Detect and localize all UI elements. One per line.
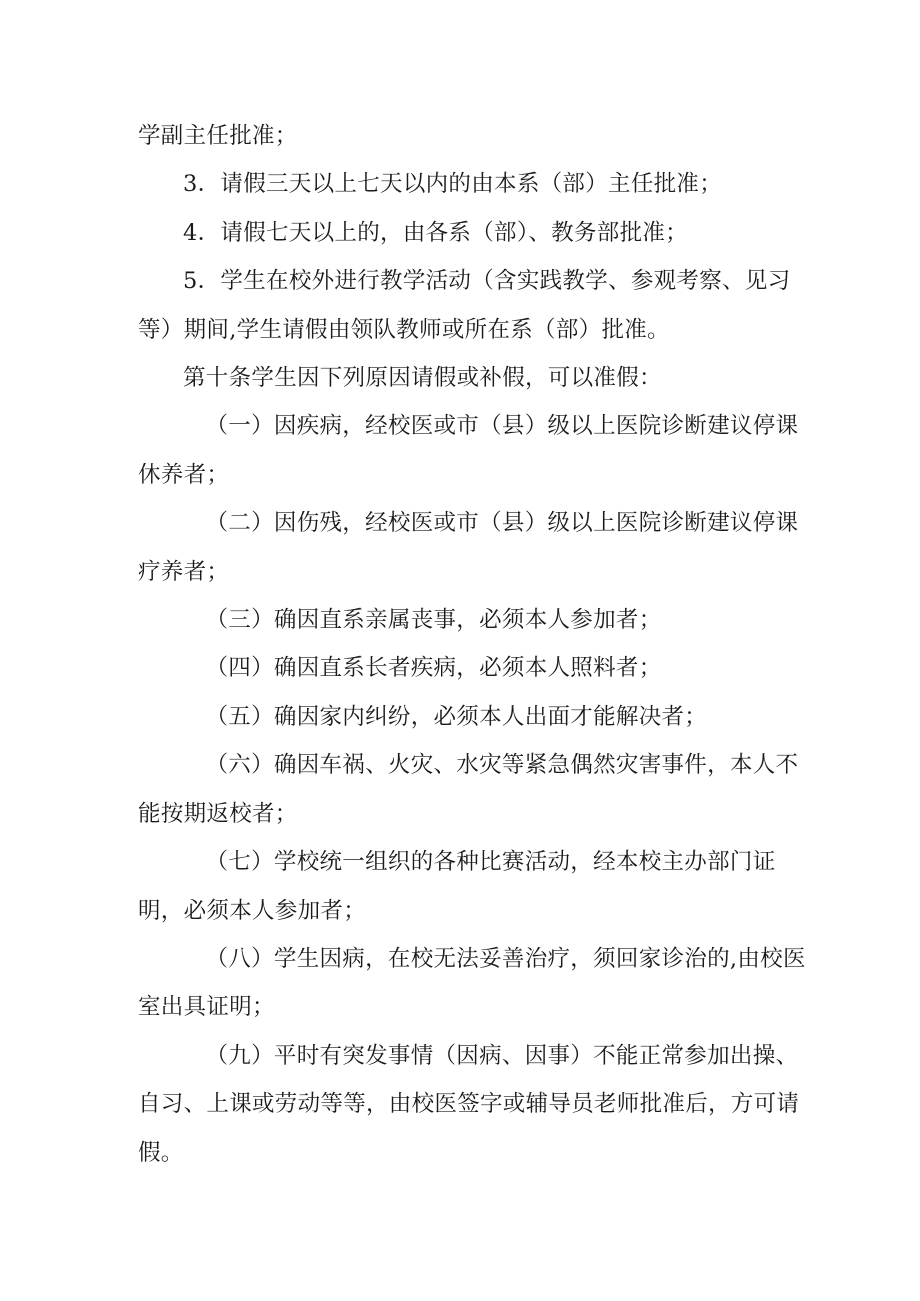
- document-body: [138, 112, 810, 1177]
- paragraph-item-9: （九）平时有突发事情（因病、因事）不能正常参加出操、自习、上课或劳动等等，由校医签字或辅导员老师批准后，方可请假。: [138, 1042, 800, 1166]
- paragraph-item-7: （七）学校统一组织的各种比赛活动，经本校主办部门证明，必须本人参加者；: [138, 849, 776, 924]
- paragraph-item-2: （二）因伤残，经校医或市（县）级以上医院诊断建议停课疗养者；: [138, 510, 799, 585]
- paragraph-item-4: （四）确因直系长者疾病，必须本人照料者；: [205, 655, 662, 682]
- paragraph-approval-continued: 学副主任批准；: [138, 123, 298, 149]
- paragraph-rule-5: 5．学生在校外进行教学活动（含实践教学、参观考察、见习等）期间,学生请假由领队教师或所在系（部）批准。: [138, 268, 791, 343]
- paragraph-article-10: 第十条学生因下列原因请假或补假，可以准假：: [183, 365, 662, 392]
- paragraph-item-3: （三）确因直系亲属丧事，必须本人参加者；: [205, 607, 662, 634]
- paragraph-item-6: （六）确因车祸、火灾、水灾等紧急偶然灾害事件，本人不能按期返校者；: [138, 752, 799, 827]
- paragraph-item-1: （一）因疾病，经校医或市（县）级以上医院诊断建议停课休养者；: [138, 413, 799, 488]
- paragraph-rule-3: 3．请假三天以上七天以内的由本系（部）主任批准；: [183, 171, 723, 198]
- paragraph-item-8: （八）学生因病，在校无法妥善治疗，须回家诊治的,由校医室出具证明；: [138, 945, 806, 1021]
- paragraph-item-5: （五）确因家内纠纷，必须本人出面才能解决者；: [205, 703, 708, 730]
- paragraph-rule-4: 4．请假七天以上的，由各系（部）、教务部批准；: [183, 219, 688, 246]
